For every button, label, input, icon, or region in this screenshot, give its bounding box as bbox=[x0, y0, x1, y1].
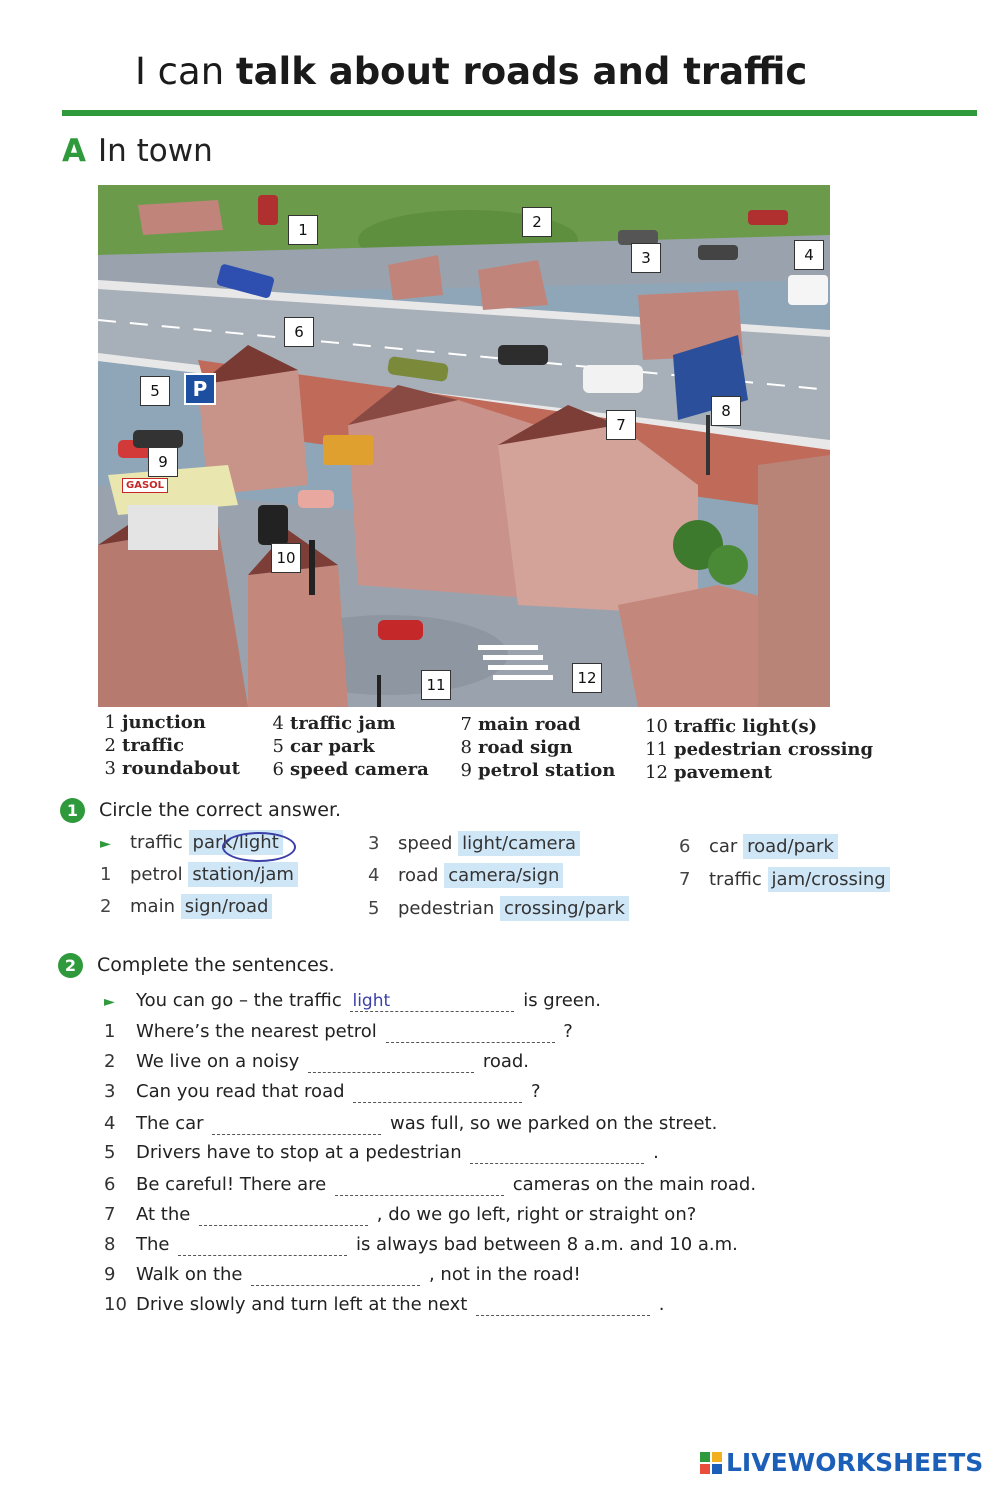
exercise1-number: 1 bbox=[60, 798, 85, 823]
choice-item: ► traffic park/light bbox=[100, 832, 283, 853]
choice-options[interactable]: station/jam bbox=[188, 862, 298, 887]
answer-blank[interactable] bbox=[470, 1143, 644, 1164]
answer-blank[interactable] bbox=[476, 1295, 650, 1316]
sentence-item: 6 Be careful! There are cameras on the main road. bbox=[104, 1174, 757, 1195]
answer-circle bbox=[222, 832, 296, 862]
label-11: 11 bbox=[421, 670, 451, 700]
vocab-item: 10 traffic light(s) bbox=[645, 716, 818, 737]
sentence-item: 5 Drivers have to stop at a pedestrian . bbox=[104, 1142, 659, 1163]
sentence-item: 1 Where’s the nearest petrol ? bbox=[104, 1021, 573, 1042]
town-illustration bbox=[98, 185, 830, 707]
choice-options[interactable]: camera/sign bbox=[444, 863, 563, 888]
liveworksheets-logo bbox=[700, 1448, 983, 1477]
page-title bbox=[135, 50, 807, 93]
sentence-item: 7 At the , do we go left, right or straight on? bbox=[104, 1204, 697, 1225]
section-letter: A bbox=[62, 133, 86, 169]
title-rule bbox=[62, 110, 977, 116]
section-heading bbox=[62, 133, 213, 169]
label-1: 1 bbox=[288, 215, 318, 245]
label-5: 5 bbox=[140, 376, 170, 406]
label-8: 8 bbox=[711, 396, 741, 426]
choice-options[interactable]: park/light bbox=[189, 830, 283, 855]
choice-item: 7 traffic jam/crossing bbox=[679, 869, 890, 890]
label-12: 12 bbox=[572, 663, 602, 693]
choice-options[interactable]: road/park bbox=[743, 834, 838, 859]
vocab-item: 1 junction bbox=[104, 712, 206, 733]
choice-item: 2 main sign/road bbox=[100, 896, 272, 917]
choice-item: 4 road camera/sign bbox=[368, 865, 563, 886]
choice-item: 1 petrol station/jam bbox=[100, 864, 298, 885]
gas-sign: GASOL bbox=[122, 478, 168, 493]
label-7: 7 bbox=[606, 410, 636, 440]
choice-options[interactable]: sign/road bbox=[181, 894, 273, 919]
answer-blank[interactable] bbox=[178, 1235, 347, 1256]
vocab-item: 11 pedestrian crossing bbox=[645, 739, 874, 760]
sentence-item: 4 The car was full, so we parked on the street. bbox=[104, 1113, 718, 1134]
label-10: 10 bbox=[271, 543, 301, 573]
answer-blank[interactable] bbox=[212, 1114, 381, 1135]
answer-blank[interactable] bbox=[335, 1175, 504, 1196]
vocab-item: 6 speed camera bbox=[272, 759, 429, 780]
answer-blank[interactable] bbox=[199, 1205, 368, 1226]
choice-options[interactable]: light/camera bbox=[458, 831, 580, 856]
answer-blank[interactable] bbox=[251, 1265, 420, 1286]
vocab-item: 7 main road bbox=[460, 714, 581, 735]
choice-options[interactable]: jam/crossing bbox=[768, 867, 890, 892]
label-6: 6 bbox=[284, 317, 314, 347]
exercise1-title: Circle the correct answer. bbox=[99, 799, 342, 821]
exercise2-number: 2 bbox=[58, 953, 83, 978]
exercise2-heading bbox=[58, 953, 335, 978]
vocab-item: 4 traffic jam bbox=[272, 713, 396, 734]
sentence-item: 8 The is always bad between 8 a.m. and 10 a.m. bbox=[104, 1234, 738, 1255]
sentence-item: 9 Walk on the , not in the road! bbox=[104, 1264, 581, 1285]
section-label: In town bbox=[98, 133, 213, 169]
label-2: 2 bbox=[522, 207, 552, 237]
sentence-item: 2 We live on a noisy road. bbox=[104, 1051, 530, 1072]
answer-blank[interactable] bbox=[308, 1052, 474, 1073]
choice-options[interactable]: crossing/park bbox=[500, 896, 629, 921]
exercise1-heading bbox=[60, 798, 341, 823]
vocab-item: 8 road sign bbox=[460, 737, 573, 758]
label-4: 4 bbox=[794, 240, 824, 270]
choice-item: 5 pedestrian crossing/park bbox=[368, 898, 629, 919]
sentence-item: 3 Can you read that road ? bbox=[104, 1081, 541, 1102]
sentence-item: 10 Drive slowly and turn left at the next . bbox=[104, 1294, 665, 1315]
label-3: 3 bbox=[631, 243, 661, 273]
choice-item: 3 speed light/camera bbox=[368, 833, 580, 854]
logo-icon bbox=[700, 1452, 722, 1474]
title-bold: talk about roads and traffic bbox=[235, 50, 808, 93]
label-9: 9 bbox=[148, 447, 178, 477]
parking-sign: P bbox=[184, 373, 216, 405]
exercise2-title: Complete the sentences. bbox=[97, 954, 335, 976]
vocab-item: 2 traffic bbox=[104, 735, 185, 756]
example-sentence: ► You can go – the traffic light is green. bbox=[104, 990, 602, 1011]
vocab-item: 9 petrol station bbox=[460, 760, 616, 781]
title-plain: I can bbox=[135, 50, 225, 93]
example-answer: light bbox=[350, 991, 514, 1012]
vocab-item: 12 pavement bbox=[645, 762, 773, 783]
choice-item: 6 car road/park bbox=[679, 836, 838, 857]
vocab-item: 5 car park bbox=[272, 736, 375, 757]
answer-blank[interactable] bbox=[386, 1022, 555, 1043]
answer-blank[interactable] bbox=[353, 1082, 522, 1103]
town-scene-image bbox=[98, 185, 830, 707]
logo-text: LIVEWORKSHEETS bbox=[726, 1448, 984, 1477]
vocab-item: 3 roundabout bbox=[104, 758, 240, 779]
